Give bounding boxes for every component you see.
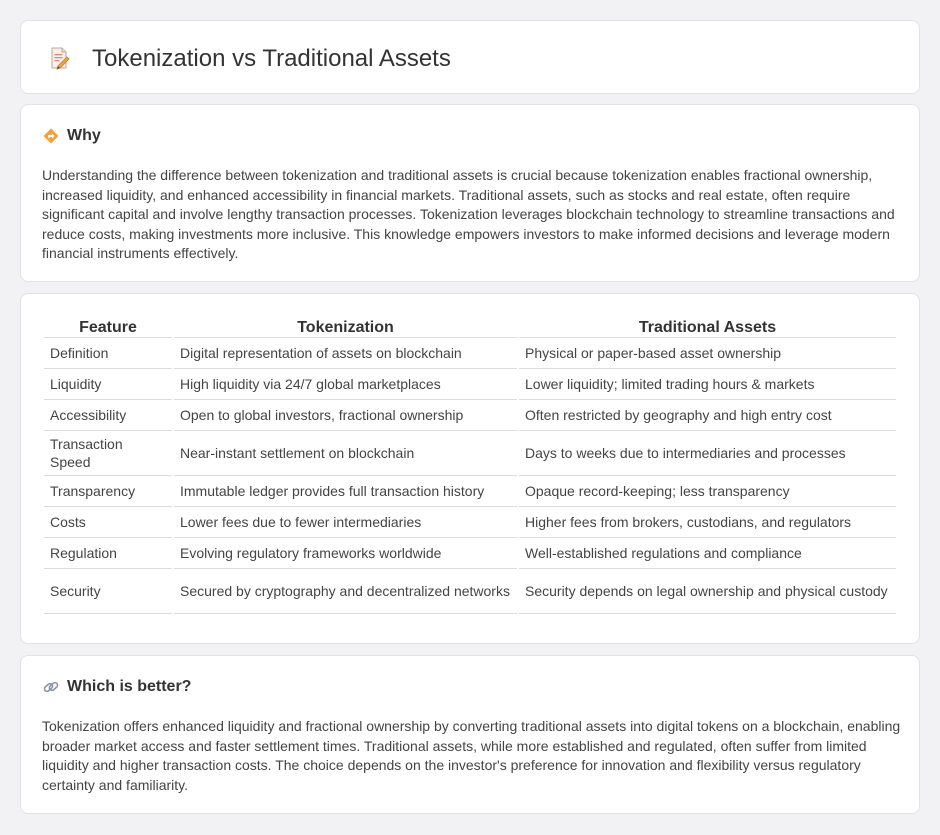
column-header: Traditional Assets [519,316,896,338]
feature-cell: Security [44,569,172,614]
tokenization-cell: Immutable ledger provides full transaction history [174,476,517,507]
header-card [20,20,920,94]
feature-cell: Costs [44,507,172,538]
feature-cell: Definition [44,338,172,369]
why-title: Why [67,127,101,144]
better-title: Which is better? [67,678,192,695]
table-row [44,369,896,400]
traditional-cell: Security depends on legal ownership and physical custody [519,569,896,614]
traditional-cell: Physical or paper-based asset ownership [519,338,896,369]
which-is-better-section [20,655,920,814]
tokenization-cell: Digital representation of assets on blockchain [174,338,517,369]
tokenization-cell: Open to global investors, fractional ownership [174,400,517,431]
page-title: Tokenization vs Traditional Assets [92,45,451,72]
traditional-cell: Days to weeks due to intermediaries and processes [519,431,896,476]
better-heading [43,678,191,696]
traditional-cell: Higher fees from brokers, custodians, and regulators [519,507,896,538]
feature-cell: Liquidity [44,369,172,400]
tokenization-cell: Secured by cryptography and decentralized networks [174,569,517,614]
table-row [44,538,896,569]
comparison-section [20,293,920,644]
table-row [44,569,896,614]
table-row [44,507,896,538]
feature-cell: Regulation [44,538,172,569]
feature-cell: Accessibility [44,400,172,431]
why-section [20,104,920,282]
traditional-cell: Lower liquidity; limited trading hours & markets [519,369,896,400]
table-header-row [44,316,896,338]
tokenization-cell: Evolving regulatory frameworks worldwide [174,538,517,569]
traditional-cell: Well-established regulations and compliance [519,538,896,569]
feature-cell: Transaction Speed [44,431,172,476]
tokenization-cell: Near-instant settlement on blockchain [174,431,517,476]
link-icon [43,679,59,695]
tokenization-cell: High liquidity via 24/7 global marketplaces [174,369,517,400]
traditional-cell: Opaque record-keeping; less transparency [519,476,896,507]
feature-cell: Transparency [44,476,172,507]
why-heading [43,127,101,145]
table-row [44,431,896,476]
tokenization-cell: Lower fees due to fewer intermediaries [174,507,517,538]
comparison-table [42,316,898,614]
column-header: Feature [44,316,172,338]
table-row [44,400,896,431]
why-text: Understanding the difference between tokenization and traditional assets is crucial because tokenization enables fractional ownership, increased liquidity, and enhanced accessibility in financial markets. Traditional assets, such as stocks and real estate, often require significant capital and involve lengthy transaction processes. Tokenization leverages blockchain technology to streamline transactions and reduce costs, making investments more inclusive. This knowledge empowers investors to make informed decisions and leverage modern financial instruments effectively. [42,167,895,261]
diamond-direction-icon [43,128,59,144]
table-row [44,338,896,369]
table-row [44,476,896,507]
memo-pencil-icon [47,46,71,70]
better-text: Tokenization offers enhanced liquidity and fractional ownership by converting traditional assets into digital tokens on a blockchain, enabling broader market access and faster settlement times. Traditional assets, while more established and regulated, often suffer from limited liquidity and higher transaction costs. The choice depends on the investor's preference for innovation and flexibility versus regulatory certainty and familiarity. [42,718,901,793]
traditional-cell: Often restricted by geography and high entry cost [519,400,896,431]
column-header: Tokenization [174,316,517,338]
